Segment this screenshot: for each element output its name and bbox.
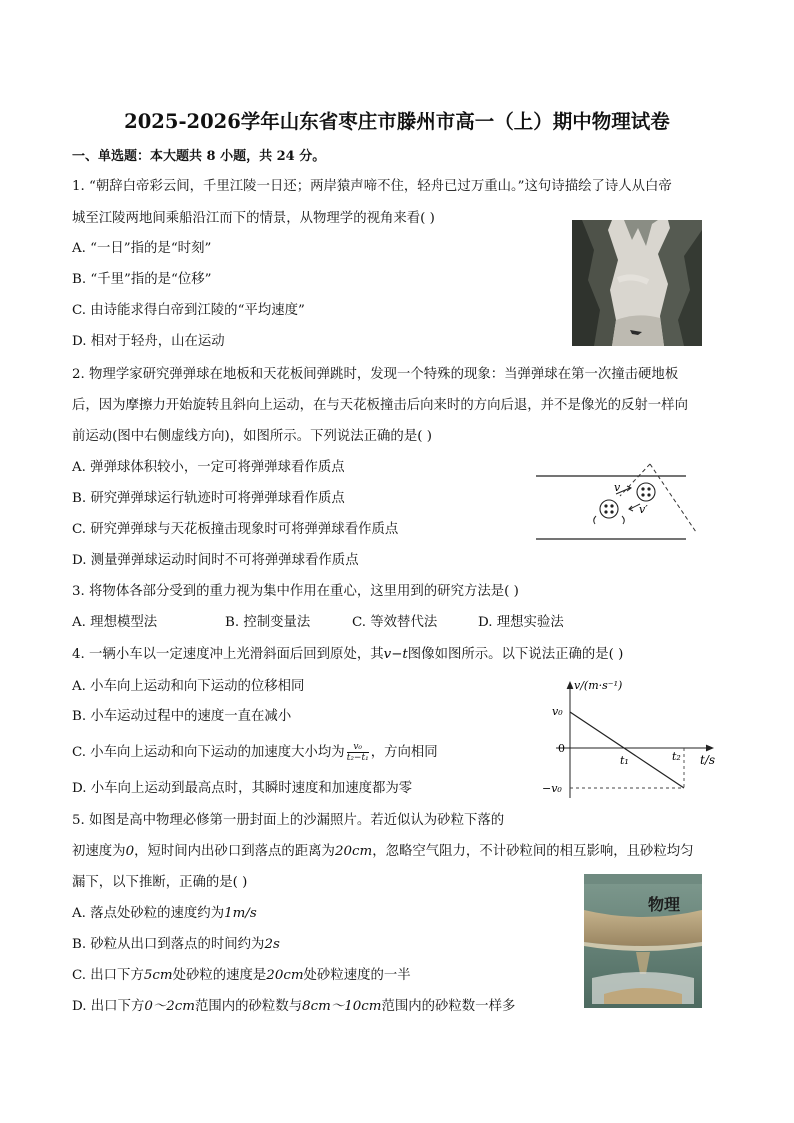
velocity-label-v-prime: v′: [639, 503, 648, 516]
q2-option-d: D. 测量弹弹球运动时间时不可将弹弹球看作质点: [72, 553, 359, 568]
q3-stem: 3. 将物体各部分受到的重力视为集中作用在重心，这里用到的研究方法是( ): [72, 584, 519, 599]
tick-v0: v₀: [552, 705, 563, 718]
q3-option-d: D. 理想实验法: [478, 615, 564, 630]
q5-option-b: B. 砂粒从出口到落点的时间约为2s: [72, 937, 280, 952]
tick-t1: t₁: [620, 754, 629, 767]
tick-neg-v0: −v₀: [542, 782, 562, 795]
physics-textbook-cover-image: [584, 874, 702, 1008]
q2-option-a: A. 弹弹球体积较小，一定可将弹弹球看作质点: [72, 460, 345, 475]
q3-option-a: A. 理想模型法: [72, 615, 158, 630]
q1-option-c: C. 由诗能求得白帝到江陵的“平均速度”: [72, 303, 305, 318]
q3-option-c: C. 等效替代法: [352, 615, 438, 630]
q1-option-a: A. “一日”指的是“时刻”: [72, 241, 212, 256]
tick-t2: t₂: [672, 750, 681, 763]
y-axis-label: v/(m·s⁻¹): [574, 679, 623, 692]
q5-option-c: C. 出口下方5cm处砂粒的速度是20cm处砂粒速度的一半: [72, 968, 411, 983]
q4-option-a: A. 小车向上运动和向下运动的位移相同: [72, 679, 305, 694]
ball-top-icon: [637, 483, 655, 501]
vt-series-line: [570, 712, 684, 788]
ball-bottom-icon: [600, 500, 618, 518]
landscape-painting-image: [572, 220, 702, 346]
q1-stem-line1: 1. “朝辞白帝彩云间，千里江陵一日还；两岸猿声啼不住，轻舟已过万重山。”这句诗描绘了诗人从白帝: [72, 179, 672, 194]
section-heading: 一、单选题：本大题共 8 小题，共 24 分。: [72, 149, 326, 164]
q5-stem-line3: 漏下，以下推断，正确的是( ): [72, 875, 248, 890]
q4-option-d: D. 小车向上运动到最高点时，其瞬时速度和加速度都为零: [72, 781, 413, 796]
x-axis-label: t/s: [700, 753, 716, 767]
q2-stem-line1: 2. 物理学家研究弹弹球在地板和天花板间弹跳时，发现一个特殊的现象：当弹弹球在第一次撞击硬地板: [72, 367, 679, 382]
q4-stem: 4. 一辆小车以一定速度冲上光滑斜面后回到原处，其v−t图像如图所示。以下说法正确的是( ): [72, 647, 624, 662]
q2-stem-line2: 后，因为摩擦力开始旋转且斜向上运动，在与天花板撞击后向来时的方向后退，并不是像光的反射一样向: [72, 398, 688, 413]
book-title-label: 物理: [648, 895, 681, 914]
q2-option-b: B. 研究弹弹球运行轨迹时可将弹弹球看作质点: [72, 491, 345, 506]
q1-option-d: D. 相对于轻舟，山在运动: [72, 334, 225, 349]
q2-option-c: C. 研究弹弹球与天花板撞击现象时可将弹弹球看作质点: [72, 522, 399, 537]
q5-stem-line2: 初速度为0，短时间内出砂口到落点的距离为20cm，忽略空气阻力，不计砂粒间的相互影响，且砂粒均匀: [72, 844, 694, 859]
bouncing-ball-diagram: [536, 462, 700, 542]
q4-option-b: B. 小车运动过程中的速度一直在减小: [72, 709, 292, 724]
q5-option-d: D. 出口下方0～2cm范围内的砂粒数与8cm～10cm范围内的砂粒数一样多: [72, 999, 516, 1014]
q5-option-a: A. 落点处砂粒的速度约为1m/s: [72, 906, 257, 921]
q1-stem-line2: 城至江陵两地间乘船沿江而下的情景，从物理学的视角来看( ): [72, 211, 435, 226]
q2-stem-line3: 前运动(图中右侧虚线方向)，如图所示。下列说法正确的是( ): [72, 429, 432, 444]
q4-option-c: C. 小车向上运动和向下运动的加速度大小均为 $\frac{\text{v₀}}{\text{t₂−t₁}}$ ，方向相同: [72, 742, 438, 763]
vt-graph: [536, 674, 726, 802]
q1-option-b: B. “千里”指的是“位移”: [72, 272, 212, 287]
tick-origin: 0: [558, 742, 565, 755]
page-title: 2025-2026学年山东省枣庄市滕州市高一（上）期中物理试卷: [124, 110, 670, 133]
q5-stem-line1: 5. 如图是高中物理必修第一册封面上的沙漏照片。若近似认为砂粒下落的: [72, 813, 505, 828]
q3-option-b: B. 控制变量法: [225, 615, 311, 630]
velocity-label-v: v: [614, 481, 621, 494]
reflection-dashed-line: [650, 464, 696, 532]
